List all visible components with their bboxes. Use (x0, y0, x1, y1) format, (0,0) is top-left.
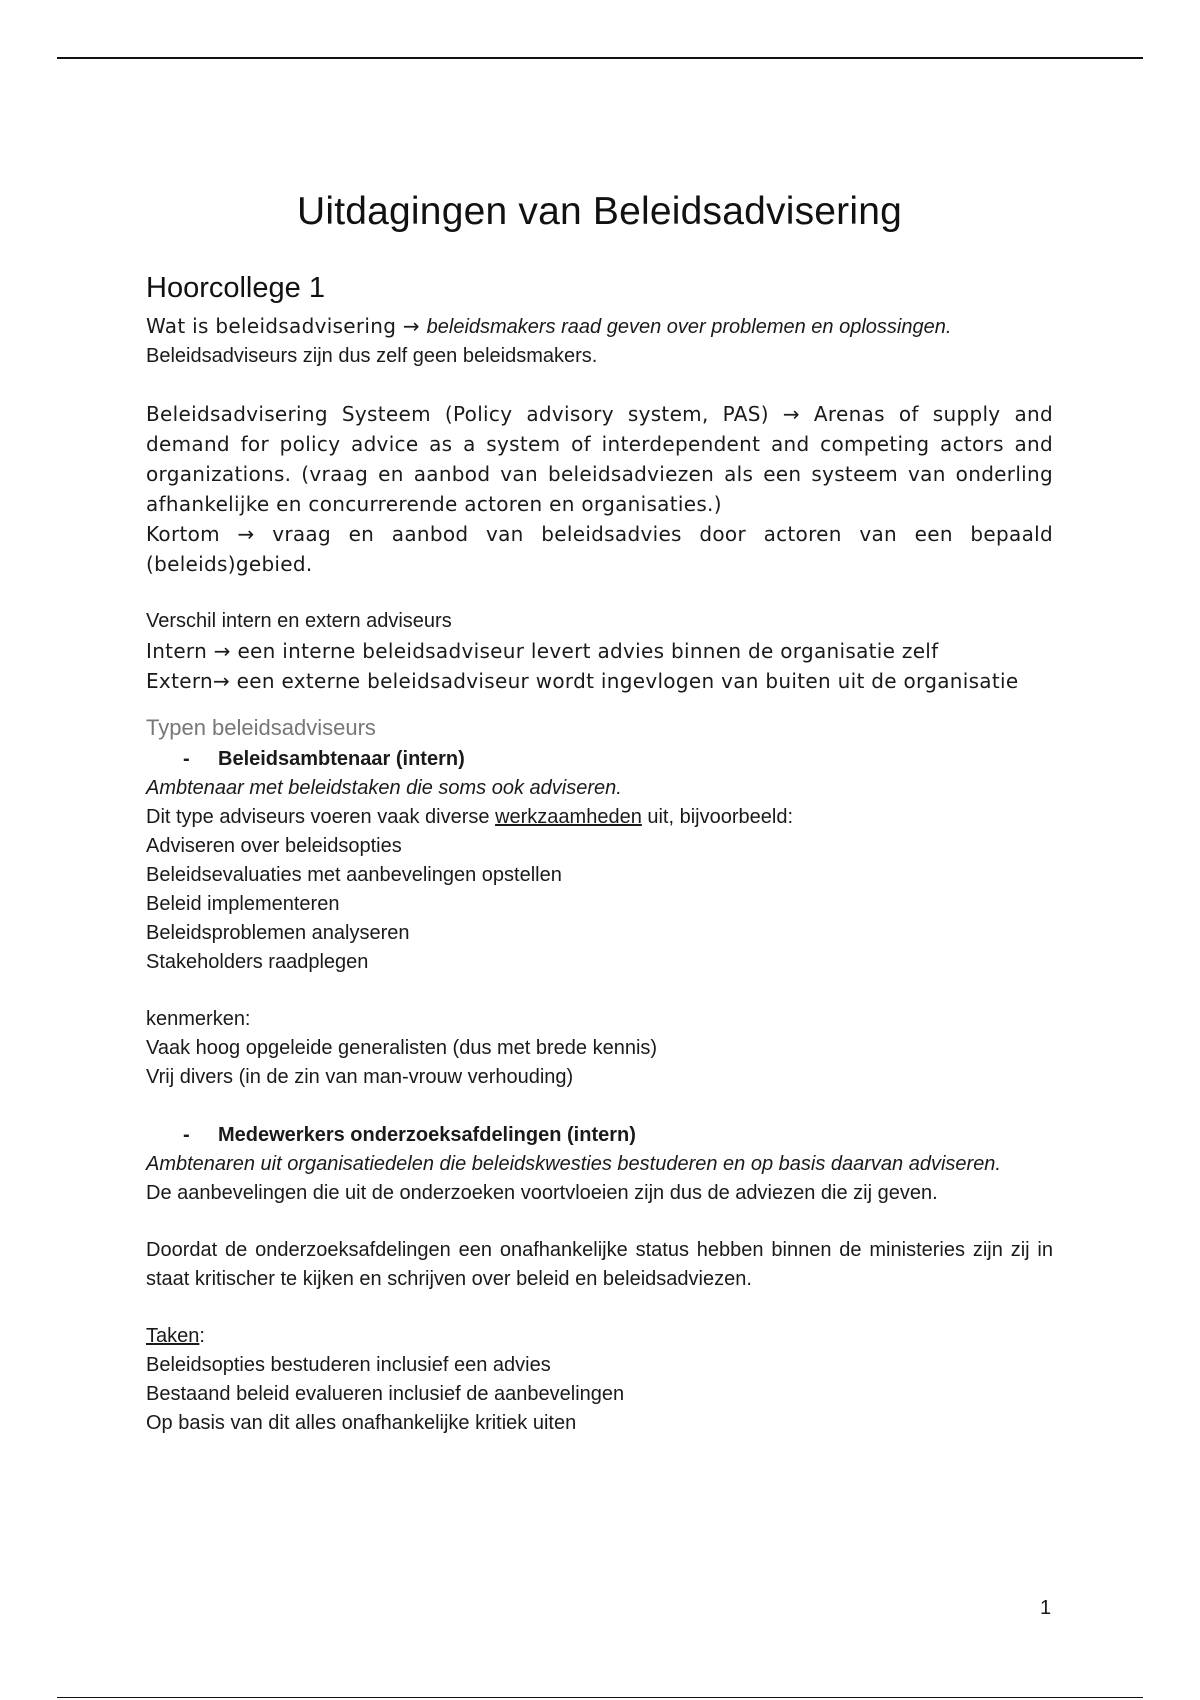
onderzoek-line-1: De aanbevelingen die uit de onderzoeken voortvloeien zijn dus de adviezen die zij geven. (146, 1182, 938, 1204)
spacer (146, 579, 1053, 607)
kenmerken-heading: kenmerken: (146, 1008, 251, 1030)
activity-item: Beleidsevaluaties met aanbevelingen opstellen (146, 864, 562, 886)
taken-item: Bestaand beleid evalueren inclusief de aanbevelingen (146, 1383, 625, 1405)
ambtenaar-activities-intro (146, 803, 1053, 832)
bullet-beleidsambtenaar-label: Beleidsambtenaar (intern) (218, 748, 465, 770)
activities-prefix: Dit type adviseurs voeren vaak diverse (146, 806, 496, 828)
intro-line-1-plain: Wat is beleidsadvisering → (146, 314, 427, 338)
intro-line-1 (146, 311, 1053, 342)
bullet-onderzoeksafdelingen-label: Medewerkers onderzoeksafdelingen (intern) (218, 1124, 636, 1146)
taken-item: Beleidsopties bestuderen inclusief een advies (146, 1354, 551, 1376)
activity-item: Beleidsproblemen analyseren (146, 922, 410, 944)
kortom-paragraph: Kortom → vraag en aanbod van beleidsadvies door actoren van een bepaald (beleids)gebied. (146, 522, 1053, 576)
activities-suffix: uit, bijvoorbeeld: (641, 806, 794, 828)
verschil-heading: Verschil intern en extern adviseurs (146, 610, 452, 632)
page-number: 1 (1040, 1597, 1052, 1619)
activity-item: Adviseren over beleidsopties (146, 835, 402, 857)
intro-line-2: Beleidsadviseurs zijn dus zelf geen beleidsmakers. (146, 345, 598, 367)
taken-heading (146, 1322, 1053, 1351)
activity-item: Beleid implementeren (146, 893, 340, 915)
typen-heading: Typen beleidsadviseurs (146, 715, 376, 740)
intern-line: Intern → een interne beleidsadviseur levert advies binnen de organisatie zelf (146, 639, 939, 663)
bullet-beleidsambtenaar (146, 744, 1053, 774)
intro-line-1-italic: beleidsmakers raad geven over problemen en oplossingen. (426, 316, 952, 338)
kenmerken-item: Vaak hoog opgeleide generalisten (dus met brede kennis) (146, 1037, 658, 1059)
spacer (146, 1092, 1053, 1120)
top-rule (57, 57, 1143, 59)
onderzoek-paragraph-2: Doordat de onderzoeksafdelingen een onafhankelijke status hebben binnen de ministeries zijn zij in staat kritischer te kijken en schrijven over beleid en beleidsadviezen. (146, 1239, 1053, 1290)
bullet-onderzoeksafdelingen (146, 1120, 1053, 1150)
ambtenaar-definition: Ambtenaar met beleidstaken die soms ook adviseren. (146, 777, 622, 799)
spacer (146, 977, 1053, 1005)
pas-paragraph: Beleidsadvisering Systeem (Policy advisory system, PAS) → Arenas of supply and demand for policy advice as a system of interdependent and competing actors and organizations. (vraag en aanbod van beleidsadviezen als een systeem van onderling afhankelijke en concurrerende actoren en organisaties.) (146, 402, 1053, 516)
activity-item: Stakeholders raadplegen (146, 951, 369, 973)
taken-item: Op basis van dit alles onafhankelijke kritiek uiten (146, 1412, 577, 1434)
lecture-heading: Hoorcollege 1 (146, 272, 325, 304)
taken-colon: : (199, 1325, 205, 1347)
bottom-rule (57, 1697, 1143, 1698)
bullet-dash: - (183, 1124, 190, 1146)
spacer (146, 1294, 1053, 1322)
spacer (146, 696, 1053, 712)
taken-heading-label: Taken (146, 1325, 200, 1347)
document-body (146, 180, 1053, 1438)
onderzoek-definition: Ambtenaren uit organisatiedelen die beleidskwesties bestuderen en op basis daarvan adviseren. (146, 1153, 1001, 1175)
document-title: Uitdagingen van Beleidsadvisering (297, 190, 902, 233)
extern-line: Extern→ een externe beleidsadviseur wordt ingevlogen van buiten uit de organisatie (146, 669, 1019, 693)
kenmerken-item: Vrij divers (in de zin van man-vrouw verhouding) (146, 1066, 574, 1088)
spacer (146, 371, 1053, 399)
spacer (146, 1208, 1053, 1236)
activities-underlined: werkzaamheden (495, 806, 642, 828)
bullet-dash: - (183, 748, 190, 770)
